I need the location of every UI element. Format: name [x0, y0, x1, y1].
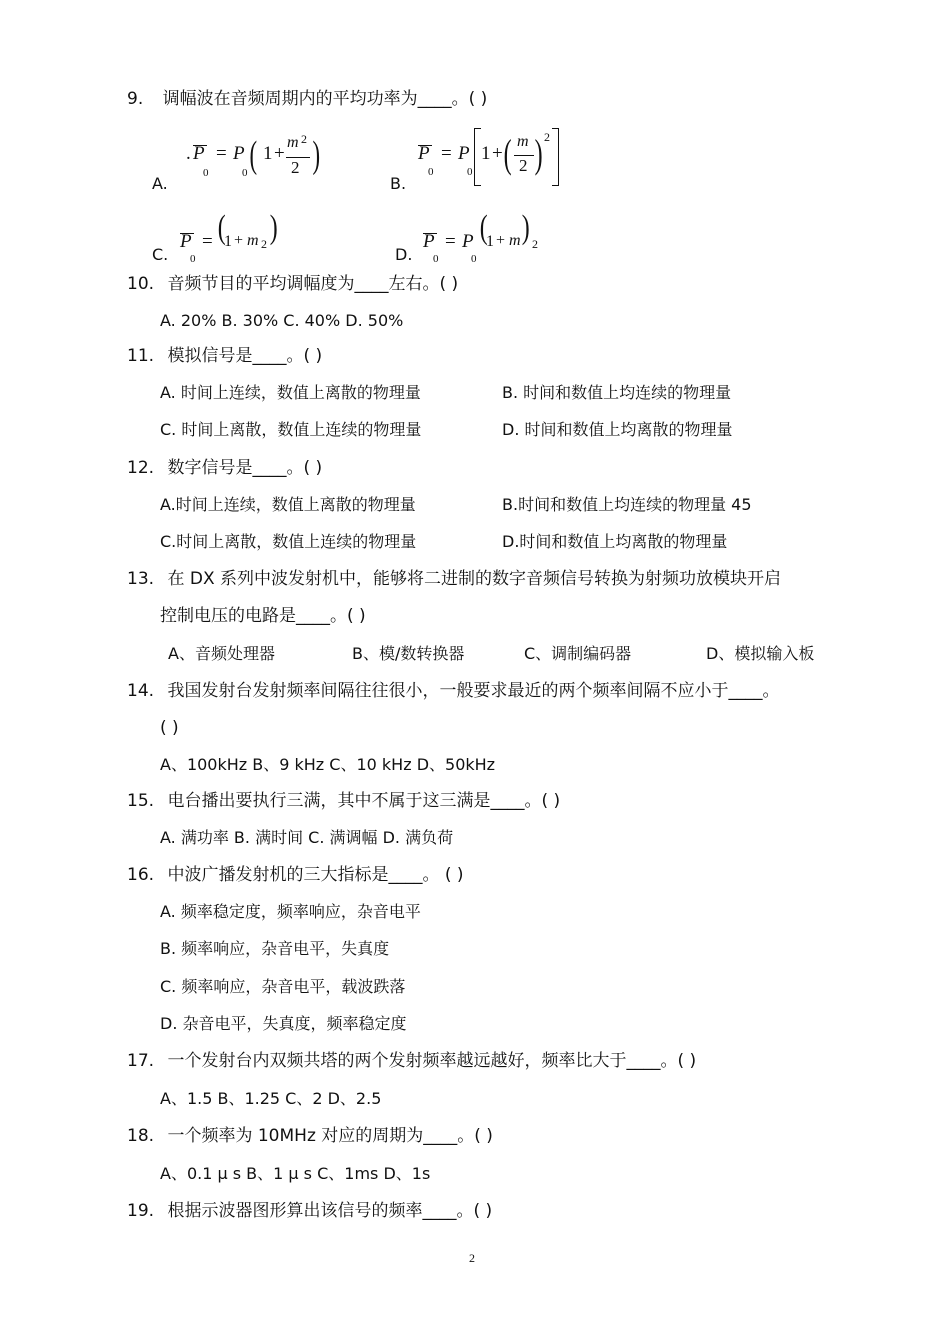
question-12: 12. 数字信号是____。( ) — [127, 458, 323, 478]
question-10: 10. 音频节目的平均调幅度为____左右。( ) — [127, 274, 459, 294]
question-17-options: A、1.5 B、1.25 C、2 D、2.5 — [160, 1089, 382, 1108]
option-d: D. 杂音电平，失真度，频率稳定度 — [160, 1014, 407, 1033]
option-a: A. 时间上连续，数值上离散的物理量 — [160, 383, 421, 402]
option-b: B. 频率响应，杂音电平，失真度 — [160, 939, 390, 958]
question-15-options: A. 满功率 B. 满时间 C. 满调幅 D. 满负荷 — [160, 828, 454, 847]
option-c-label: C. — [152, 245, 169, 264]
option-d: D、模拟输入板 — [706, 644, 815, 663]
question-14-line2: ( ) — [160, 718, 179, 738]
question-13-line2: 控制电压的电路是____。( ) — [160, 606, 366, 626]
option-a: A、音频处理器 — [168, 644, 275, 663]
option-b: B、模/数转换器 — [352, 644, 465, 663]
question-14-options: A、100kHz B、9 kHz C、10 kHz D、50kHz — [160, 755, 496, 774]
question-19: 19. 根据示波器图形算出该信号的频率____。( ) — [127, 1201, 493, 1221]
question-18-options: A、0.1 μ s B、1 μ s C、1ms D、1s — [160, 1164, 431, 1183]
question-13: 13. 在 DX 系列中波发射机中，能够将二进制的数字音频信号转换为射频功放模块开启 — [127, 569, 781, 589]
option-b-label: B. — [390, 174, 407, 193]
option-a: A. 频率稳定度，频率响应，杂音电平 — [160, 902, 421, 921]
option-c: C.时间上离散，数值上连续的物理量 — [160, 532, 417, 551]
option-d: D.时间和数值上均离散的物理量 — [502, 532, 728, 551]
question-10-options: A. 20% B. 30% C. 40% D. 50% — [160, 311, 404, 330]
option-c: C. 频率响应，杂音电平，载波跌落 — [160, 977, 406, 996]
formula-c: P 0 = ( 1 + m 2 ) — [180, 209, 278, 265]
page-number: 2 — [469, 1251, 475, 1265]
question-11: 11. 模拟信号是____。( ) — [127, 346, 323, 366]
question-9 — [127, 88, 487, 110]
question-14: 14. 我国发射台发射频率间隔往往很小，一般要求最近的两个频率间隔不应小于____。 — [127, 681, 780, 701]
option-a: A.时间上连续，数值上离散的物理量 — [160, 495, 416, 514]
option-d: D. 时间和数值上均离散的物理量 — [502, 420, 733, 439]
question-15: 15. 电台播出要执行三满，其中不属于这三满是____。( ) — [127, 791, 561, 811]
option-d-label: D. — [395, 245, 413, 264]
option-b: B. 时间和数值上均连续的物理量 — [502, 383, 732, 402]
option-c: C. 时间上离散，数值上连续的物理量 — [160, 420, 422, 439]
question-text: 调幅波在音频周期内的平均功率为____。( ) — [162, 89, 488, 109]
formula-b: P 0 = P 0 1 + ( m 2 ) 2 — [418, 128, 578, 190]
question-17: 17. 一个发射台内双频共塔的两个发射频率越远越好，频率比大于____。( ) — [127, 1051, 697, 1071]
option-a-label: A. — [152, 174, 168, 193]
option-b: B.时间和数值上均连续的物理量 45 — [502, 495, 752, 514]
formula-a: . P 0 = P 0 ( 1 + m 2 2 ) — [186, 132, 321, 179]
question-16: 16. 中波广播发射机的三大指标是____。 ( ) — [127, 865, 464, 885]
formula-d: P 0 = P 0 ( 1 + m ) 2 — [423, 209, 538, 265]
option-c: C、调制编码器 — [524, 644, 632, 663]
question-number: 9. — [127, 89, 144, 109]
question-18: 18. 一个频率为 10MHz 对应的周期为____。( ) — [127, 1126, 493, 1146]
